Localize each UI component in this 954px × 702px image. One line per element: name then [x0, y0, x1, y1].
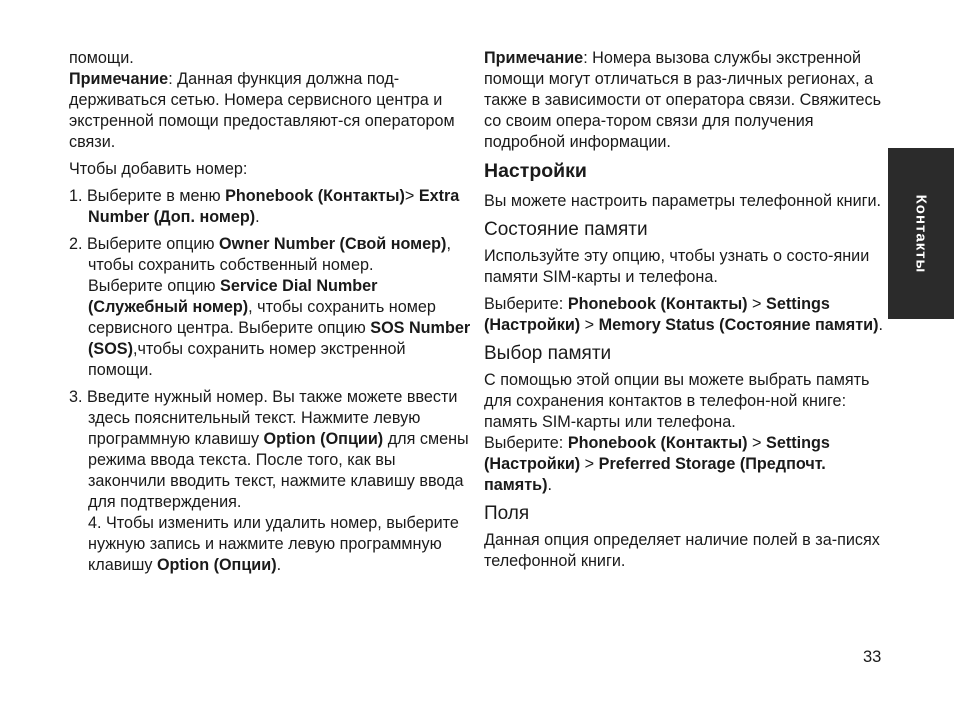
step-1: [69, 186, 474, 228]
step-text: , чтобы сохранить собственный номер.: [88, 235, 451, 274]
key-name: Option (Опции): [263, 430, 384, 448]
step-text: ,чтобы сохранить номер экстренной помощи.: [88, 340, 406, 379]
step-2: [69, 234, 474, 276]
menu-path: Settings (Настройки): [484, 295, 830, 334]
memory-status-path: [484, 294, 889, 336]
separator: >: [580, 316, 599, 334]
right-column: [484, 48, 889, 572]
key-name: Option (Опции): [156, 556, 277, 574]
memory-status-text: Используйте эту опцию, чтобы узнать о состо-янии памяти SIM-карты и телефона.: [484, 247, 870, 286]
menu-path: Settings (Настройки): [484, 434, 830, 473]
note-text: : Данная функция должна под-держиваться сетью. Номера сервисного центра и экстренной помощи предоставляют-ся оператором связи.: [69, 70, 455, 151]
menu-path: Extra Number (Доп. номер): [88, 187, 460, 226]
memory-select-text: С помощью этой опции вы можете выбрать память для сохранения контактов в телефон-ной книге: память SIM-карты или телефона.: [484, 371, 870, 431]
menu-path: Preferred Storage (Предпочт. память): [484, 455, 826, 494]
path-text: Выберите:: [484, 295, 568, 313]
step-4: [69, 513, 474, 576]
note-text: : Номера вызова службы экстренной помощи могут отличаться в раз-личных регионах, а также в зависимости от оператора связи. Свяжитесь со своим опера-тором связи для получения подробной информации.: [484, 49, 882, 151]
step-text: 1. Выберите в меню: [69, 187, 226, 205]
step-text: Выберите опцию: [88, 277, 221, 295]
step-text: , чтобы сохранить номер сервисного центра. Выберите опцию: [88, 298, 436, 337]
step-text: для смены режима ввода текста. После того, как вы закончили вводить текст, нажмите клавишу ввода для подтверждения.: [88, 430, 469, 511]
subheading-memory-status: Состояние памяти: [484, 219, 648, 240]
memory-select-path: [484, 433, 889, 496]
note-label: Примечание: [484, 49, 584, 67]
menu-path: Phonebook (Контакты): [567, 295, 748, 313]
subheading-fields: Поля: [484, 503, 530, 524]
subheading-memory-select: Выбор памяти: [484, 343, 612, 364]
paragraph: помощи.: [69, 49, 134, 67]
path-text: .: [878, 316, 883, 334]
step-text: .: [276, 556, 282, 574]
separator: >: [747, 295, 767, 313]
note-paragraph: [484, 48, 889, 153]
separator: >: [747, 434, 767, 452]
step-text: .: [255, 208, 260, 226]
section-side-tab: [888, 148, 954, 319]
path-text: Выберите:: [484, 434, 568, 452]
section-heading-settings: Настройки: [484, 160, 587, 182]
separator: >: [404, 187, 419, 205]
separator: >: [580, 455, 599, 473]
option-name: SOS Number (SOS): [88, 319, 471, 358]
add-number-intro: Чтобы добавить номер:: [69, 160, 248, 178]
settings-text: Вы можете настроить параметры телефонной книги.: [484, 192, 882, 210]
path-text: .: [547, 476, 552, 494]
option-name: Service Dial Number (Служебный номер): [88, 277, 378, 316]
step-text: 3. Введите нужный номер. Вы также можете ввести здесь пояснительный текст. Нажмите левую программную клавишу: [69, 388, 458, 448]
fields-text: Данная опция определяет наличие полей в за-писях телефонной книги.: [484, 531, 880, 570]
note-paragraph: [69, 69, 474, 153]
note-label: Примечание: [69, 70, 169, 88]
step-3: [69, 387, 474, 513]
step-text: 2. Выберите опцию: [69, 235, 220, 253]
page-number: 33: [863, 648, 882, 666]
step-2-continued: [69, 276, 474, 381]
menu-path: Memory Status (Состояние памяти): [598, 316, 879, 334]
left-column: [69, 48, 474, 576]
menu-path: Phonebook (Контакты): [225, 187, 405, 205]
option-name: Owner Number (Свой номер): [219, 235, 447, 253]
step-text: 4. Чтобы изменить или удалить номер, выберите нужную запись и нажмите левую программную клавишу: [88, 514, 459, 574]
menu-path: Phonebook (Контакты): [567, 434, 748, 452]
side-tab-label: Контакты: [912, 194, 930, 273]
